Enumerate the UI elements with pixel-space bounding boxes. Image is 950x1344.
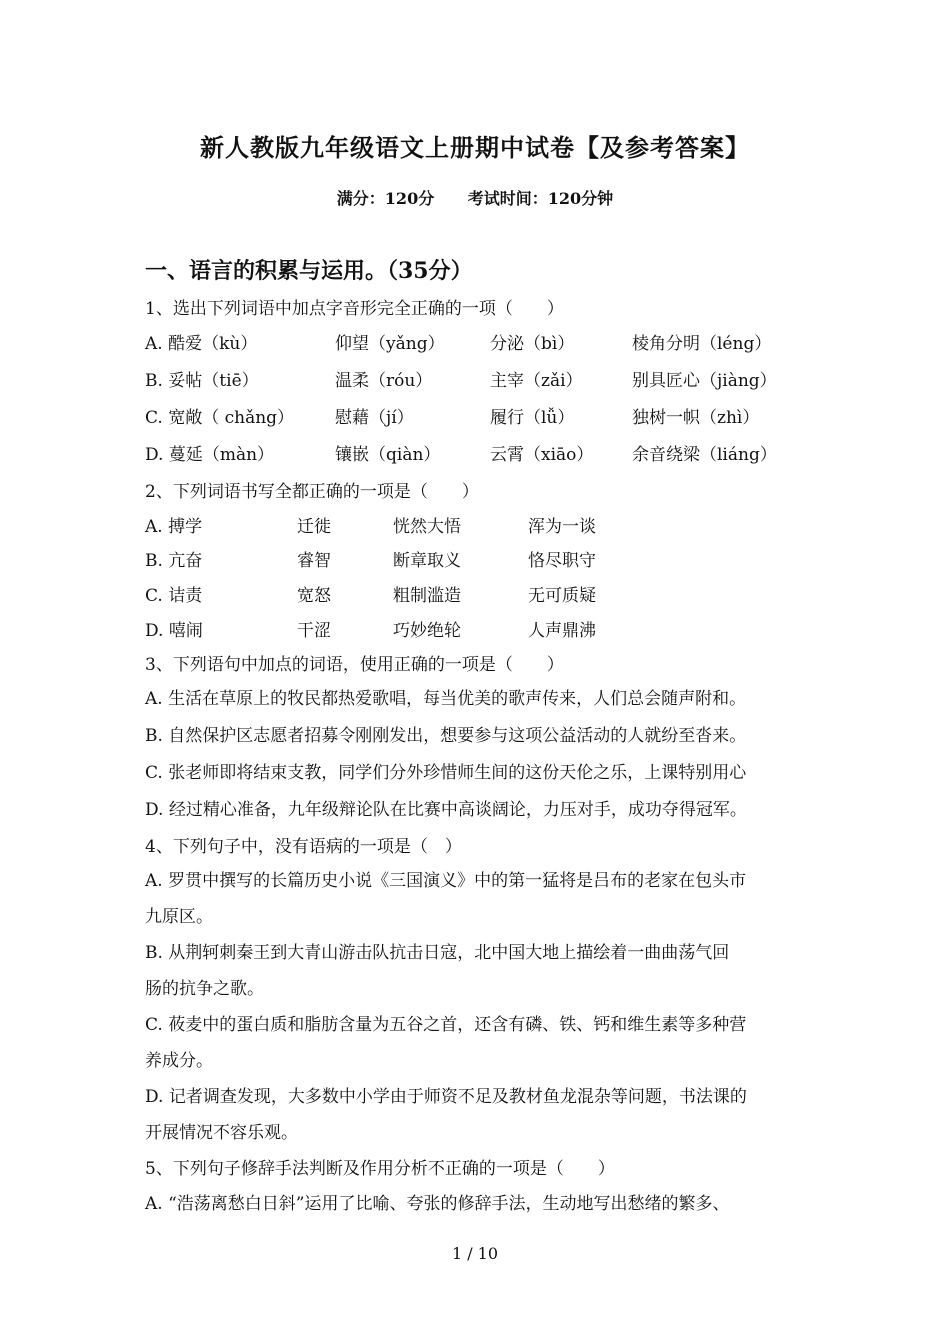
q2-b-word1: B. 亢奋	[145, 551, 203, 571]
q4-option-d: D. 记者调查发现，大多数中小学由于师资不足及教材鱼龙混杂等问题，书法课的	[145, 1087, 747, 1107]
q1-a-word1: A. 酷爱（kù）	[145, 334, 258, 354]
q2-c-word2: 宽怒	[297, 586, 331, 606]
q4-option-d-cont: 开展情况不容乐观。	[145, 1123, 298, 1143]
q1-d-word1: D. 蔓延（màn）	[145, 445, 275, 465]
exam-time: 考试时间：120分钟	[467, 189, 614, 208]
q1-d-word3: 云霄（xiāo）	[490, 445, 594, 465]
page-number: 1 / 10	[451, 1244, 499, 1263]
q5-stem: 5、下列句子修辞手法判断及作用分析不正确的一项是（ ）	[145, 1159, 615, 1179]
q2-a-word4: 浑为一谈	[528, 517, 596, 537]
q2-b-word2: 睿智	[297, 551, 331, 571]
q5-option-a: A. “浩荡离愁白日斜”运用了比喻、夸张的修辞手法，生动地写出愁绪的繁多、	[145, 1194, 730, 1214]
q1-d-word4: 余音绕梁（liáng）	[632, 445, 777, 465]
q1-c-word3: 履行（lǚ）	[490, 408, 575, 428]
q3-option-a: A. 生活在草原上的牧民都热爱歌唱，每当优美的歌声传来，人们总会随声附和。	[145, 689, 747, 709]
section-heading: 一、语言的积累与运用。（35分）	[145, 258, 473, 284]
q3-stem: 3、下列语句中加点的词语，使用正确的一项是（ ）	[145, 655, 564, 675]
q4-option-a: A. 罗贯中撰写的长篇历史小说《三国演义》中的第一猛将是吕布的老家在包头市	[145, 871, 747, 891]
q1-a-word2: 仰望（yǎng）	[335, 334, 445, 354]
q1-c-word2: 慰藉（jí）	[335, 408, 414, 428]
q4-option-b: B. 从荆轲刺秦王到大青山游击队抗击日寇，北中国大地上描绘着一曲曲荡气回	[145, 943, 730, 963]
q2-a-word3: 恍然大悟	[393, 517, 461, 537]
q3-option-d: D. 经过精心准备，九年级辩论队在比赛中高谈阔论，力压对手，成功夺得冠军。	[145, 800, 747, 820]
q3-option-b: B. 自然保护区志愿者招募令刚刚发出，想要参与这项公益活动的人就纷至沓来。	[145, 726, 747, 746]
q1-b-word2: 温柔（róu）	[335, 371, 433, 391]
page-title: 新人教版九年级语文上册期中试卷【及参考答案】	[200, 133, 750, 162]
q2-d-word2: 干涩	[297, 621, 331, 641]
q2-d-word4: 人声鼎沸	[528, 621, 596, 641]
q1-b-word4: 别具匠心（jiàng）	[632, 371, 777, 391]
q4-option-c: C. 莜麦中的蛋白质和脂肪含量为五谷之首，还含有磷、铁、钙和维生素等多种营	[145, 1015, 747, 1035]
q4-option-c-cont: 养成分。	[145, 1051, 213, 1071]
q1-b-word1: B. 妥帖（tiē）	[145, 371, 259, 391]
q3-option-c: C. 张老师即将结束支教，同学们分外珍惜师生间的这份天伦之乐，上课特别用心	[145, 763, 747, 783]
q1-c-word1: C. 宽敞（ chǎng）	[145, 408, 295, 428]
q2-b-word4: 恪尽职守	[528, 551, 596, 571]
q4-stem: 4、下列句子中，没有语病的一项是（ ）	[145, 837, 462, 857]
q2-d-word3: 巧妙绝轮	[393, 621, 461, 641]
q4-option-a-cont: 九原区。	[145, 907, 213, 927]
q2-stem: 2、下列词语书写全都正确的一项是（ ）	[145, 482, 479, 502]
q1-b-word3: 主宰（zǎi）	[490, 371, 583, 391]
q1-a-word3: 分泌（bì）	[490, 334, 575, 354]
q1-c-word4: 独树一帜（zhì）	[632, 408, 760, 428]
full-score: 满分：120分	[336, 189, 435, 208]
q1-stem: 1、选出下列词语中加点字音形完全正确的一项（ ）	[145, 299, 564, 319]
q1-d-word2: 镶嵌（qiàn）	[335, 445, 441, 465]
q2-a-word2: 迁徙	[297, 517, 331, 537]
q2-c-word3: 粗制滥造	[393, 586, 461, 606]
exam-info	[0, 186, 950, 209]
q2-c-word4: 无可质疑	[528, 586, 596, 606]
q2-c-word1: C. 诘责	[145, 586, 203, 606]
q4-option-b-cont: 肠的抗争之歌。	[145, 979, 264, 999]
q2-b-word3: 断章取义	[393, 551, 461, 571]
q2-a-word1: A. 搏学	[145, 517, 203, 537]
q1-a-word4: 棱角分明（léng）	[632, 334, 772, 354]
q2-d-word1: D. 嘻闹	[145, 621, 203, 641]
